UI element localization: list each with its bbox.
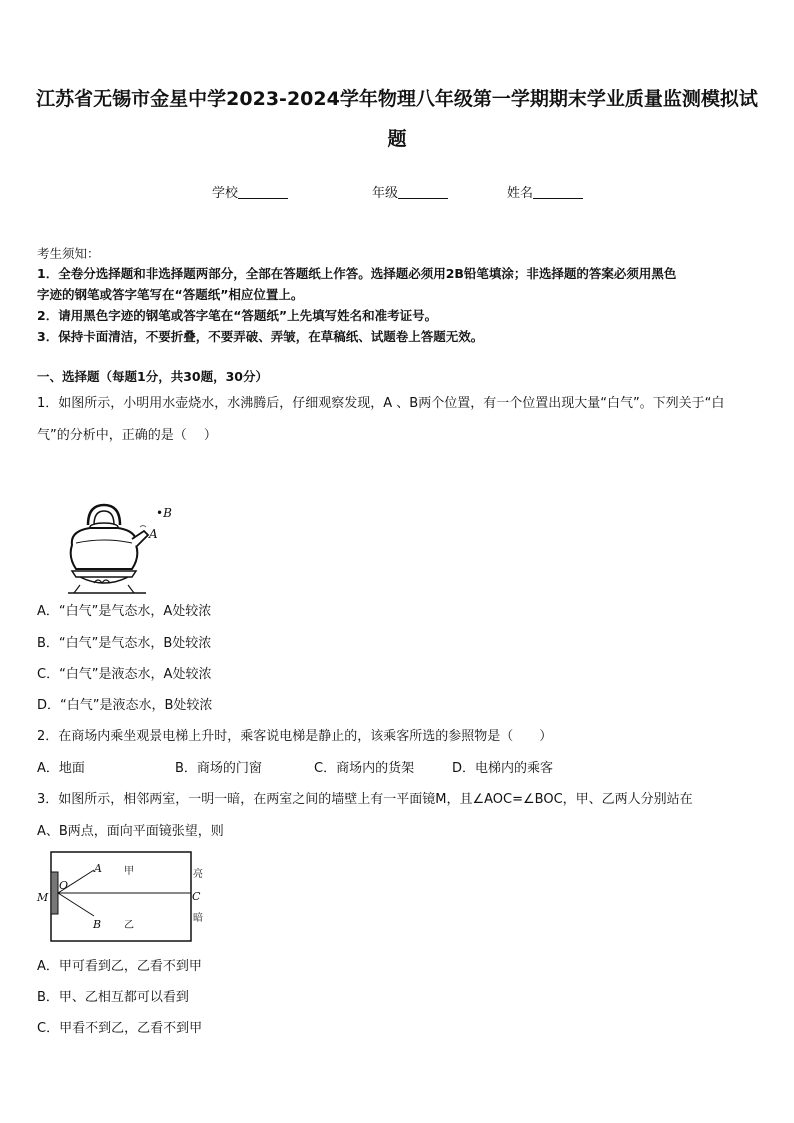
notice-item2: 2．请用黑色字迹的钢笔或答字笔在“答题纸”上先填写姓名和准考证号。 — [37, 308, 438, 323]
exam-title-line1: 江苏省无锡市金星中学2023-2024学年物理八年级第一学期期末学业质量监测模拟试 — [36, 88, 758, 110]
grade-blank[interactable] — [398, 185, 448, 199]
q3-stem-a: 3．如图所示，相邻两室，一明一暗，在两室之间的墙壁上有一平面镜M，且∠AOC=∠BOC，甲、乙两人分别站在 — [37, 792, 693, 807]
q3-option-c[interactable]: C．甲看不到乙，乙看不到甲 — [37, 1021, 203, 1036]
mirror-figure — [34, 850, 214, 946]
kettle-figure — [50, 497, 190, 597]
q2-option-a[interactable]: A．地面 — [37, 761, 85, 776]
q1-option-c[interactable]: C．“白气”是液态水，A处较浓 — [37, 667, 212, 682]
q1-option-d[interactable]: D．“白气”是液态水，B处较浓 — [37, 698, 213, 713]
mirror-label-b: B — [93, 918, 102, 931]
q2-option-b[interactable]: B．商场的门窗 — [175, 761, 262, 776]
name-field — [507, 182, 583, 201]
mirror-label-a: A — [94, 862, 102, 875]
mirror-label-o: O — [59, 879, 69, 892]
school-field — [212, 182, 288, 201]
notice-item1-a: 1．全卷分选择题和非选择题两部分，全部在答题纸上作答。选择题必须用2B铅笔填涂；非选择题的答案必须用黑色 — [37, 266, 677, 281]
notice-item1-b: 字迹的钢笔或答字笔写在“答题纸”相应位置上。 — [37, 287, 304, 302]
q3-stem-b: A、B两点，面向平面镜张望，则 — [37, 824, 224, 839]
kettle-label-a: A — [149, 527, 158, 541]
q1-option-a[interactable]: A．“白气”是气态水，A处较浓 — [37, 604, 212, 619]
mirror-label-m: M — [37, 891, 49, 904]
q1-stem-a: 1．如图所示，小明用水壶烧水，水沸腾后，仔细观察发现，A 、B两个位置，有一个位置出现大量“白气”。下列关于“白 — [37, 396, 725, 411]
school-blank[interactable] — [238, 185, 288, 199]
q2-stem: 2．在商场内乘坐观景电梯上升时，乘客说电梯是静止的，该乘客所选的参照物是（ ） — [37, 729, 553, 744]
q1-option-b[interactable]: B．“白气”是气态水，B处较浓 — [37, 636, 212, 651]
exam-title-line2: 题 — [387, 128, 407, 150]
mirror-label-yi: 乙 — [124, 920, 134, 931]
name-blank[interactable] — [533, 185, 583, 199]
q2-option-d[interactable]: D．电梯内的乘客 — [452, 761, 554, 776]
grade-label: 年级 — [372, 186, 399, 201]
q2-option-c[interactable]: C．商场内的货架 — [314, 761, 415, 776]
notice-item3: 3．保持卡面清洁，不要折叠，不要弄破、弄皱，在草稿纸、试题卷上答题无效。 — [37, 329, 484, 344]
grade-field — [372, 182, 448, 201]
mirror-label-an: 暗 — [193, 913, 203, 924]
mirror-label-jia: 甲 — [124, 866, 134, 877]
mirror-label-c: C — [192, 890, 201, 903]
section1-heading: 一、选择题（每题1分，共30题，30分） — [37, 369, 268, 384]
notice-heading: 考生须知： — [37, 246, 100, 261]
q3-option-b[interactable]: B．甲、乙相互都可以看到 — [37, 990, 189, 1005]
mirror-label-liang: 亮 — [193, 869, 203, 880]
q1-stem-b: 气”的分析中，正确的是（ ） — [37, 428, 217, 443]
school-label: 学校 — [212, 186, 239, 201]
kettle-label-b: •B — [156, 506, 172, 520]
q3-option-a[interactable]: A．甲可看到乙，乙看不到甲 — [37, 959, 202, 974]
name-label: 姓名 — [507, 186, 534, 201]
